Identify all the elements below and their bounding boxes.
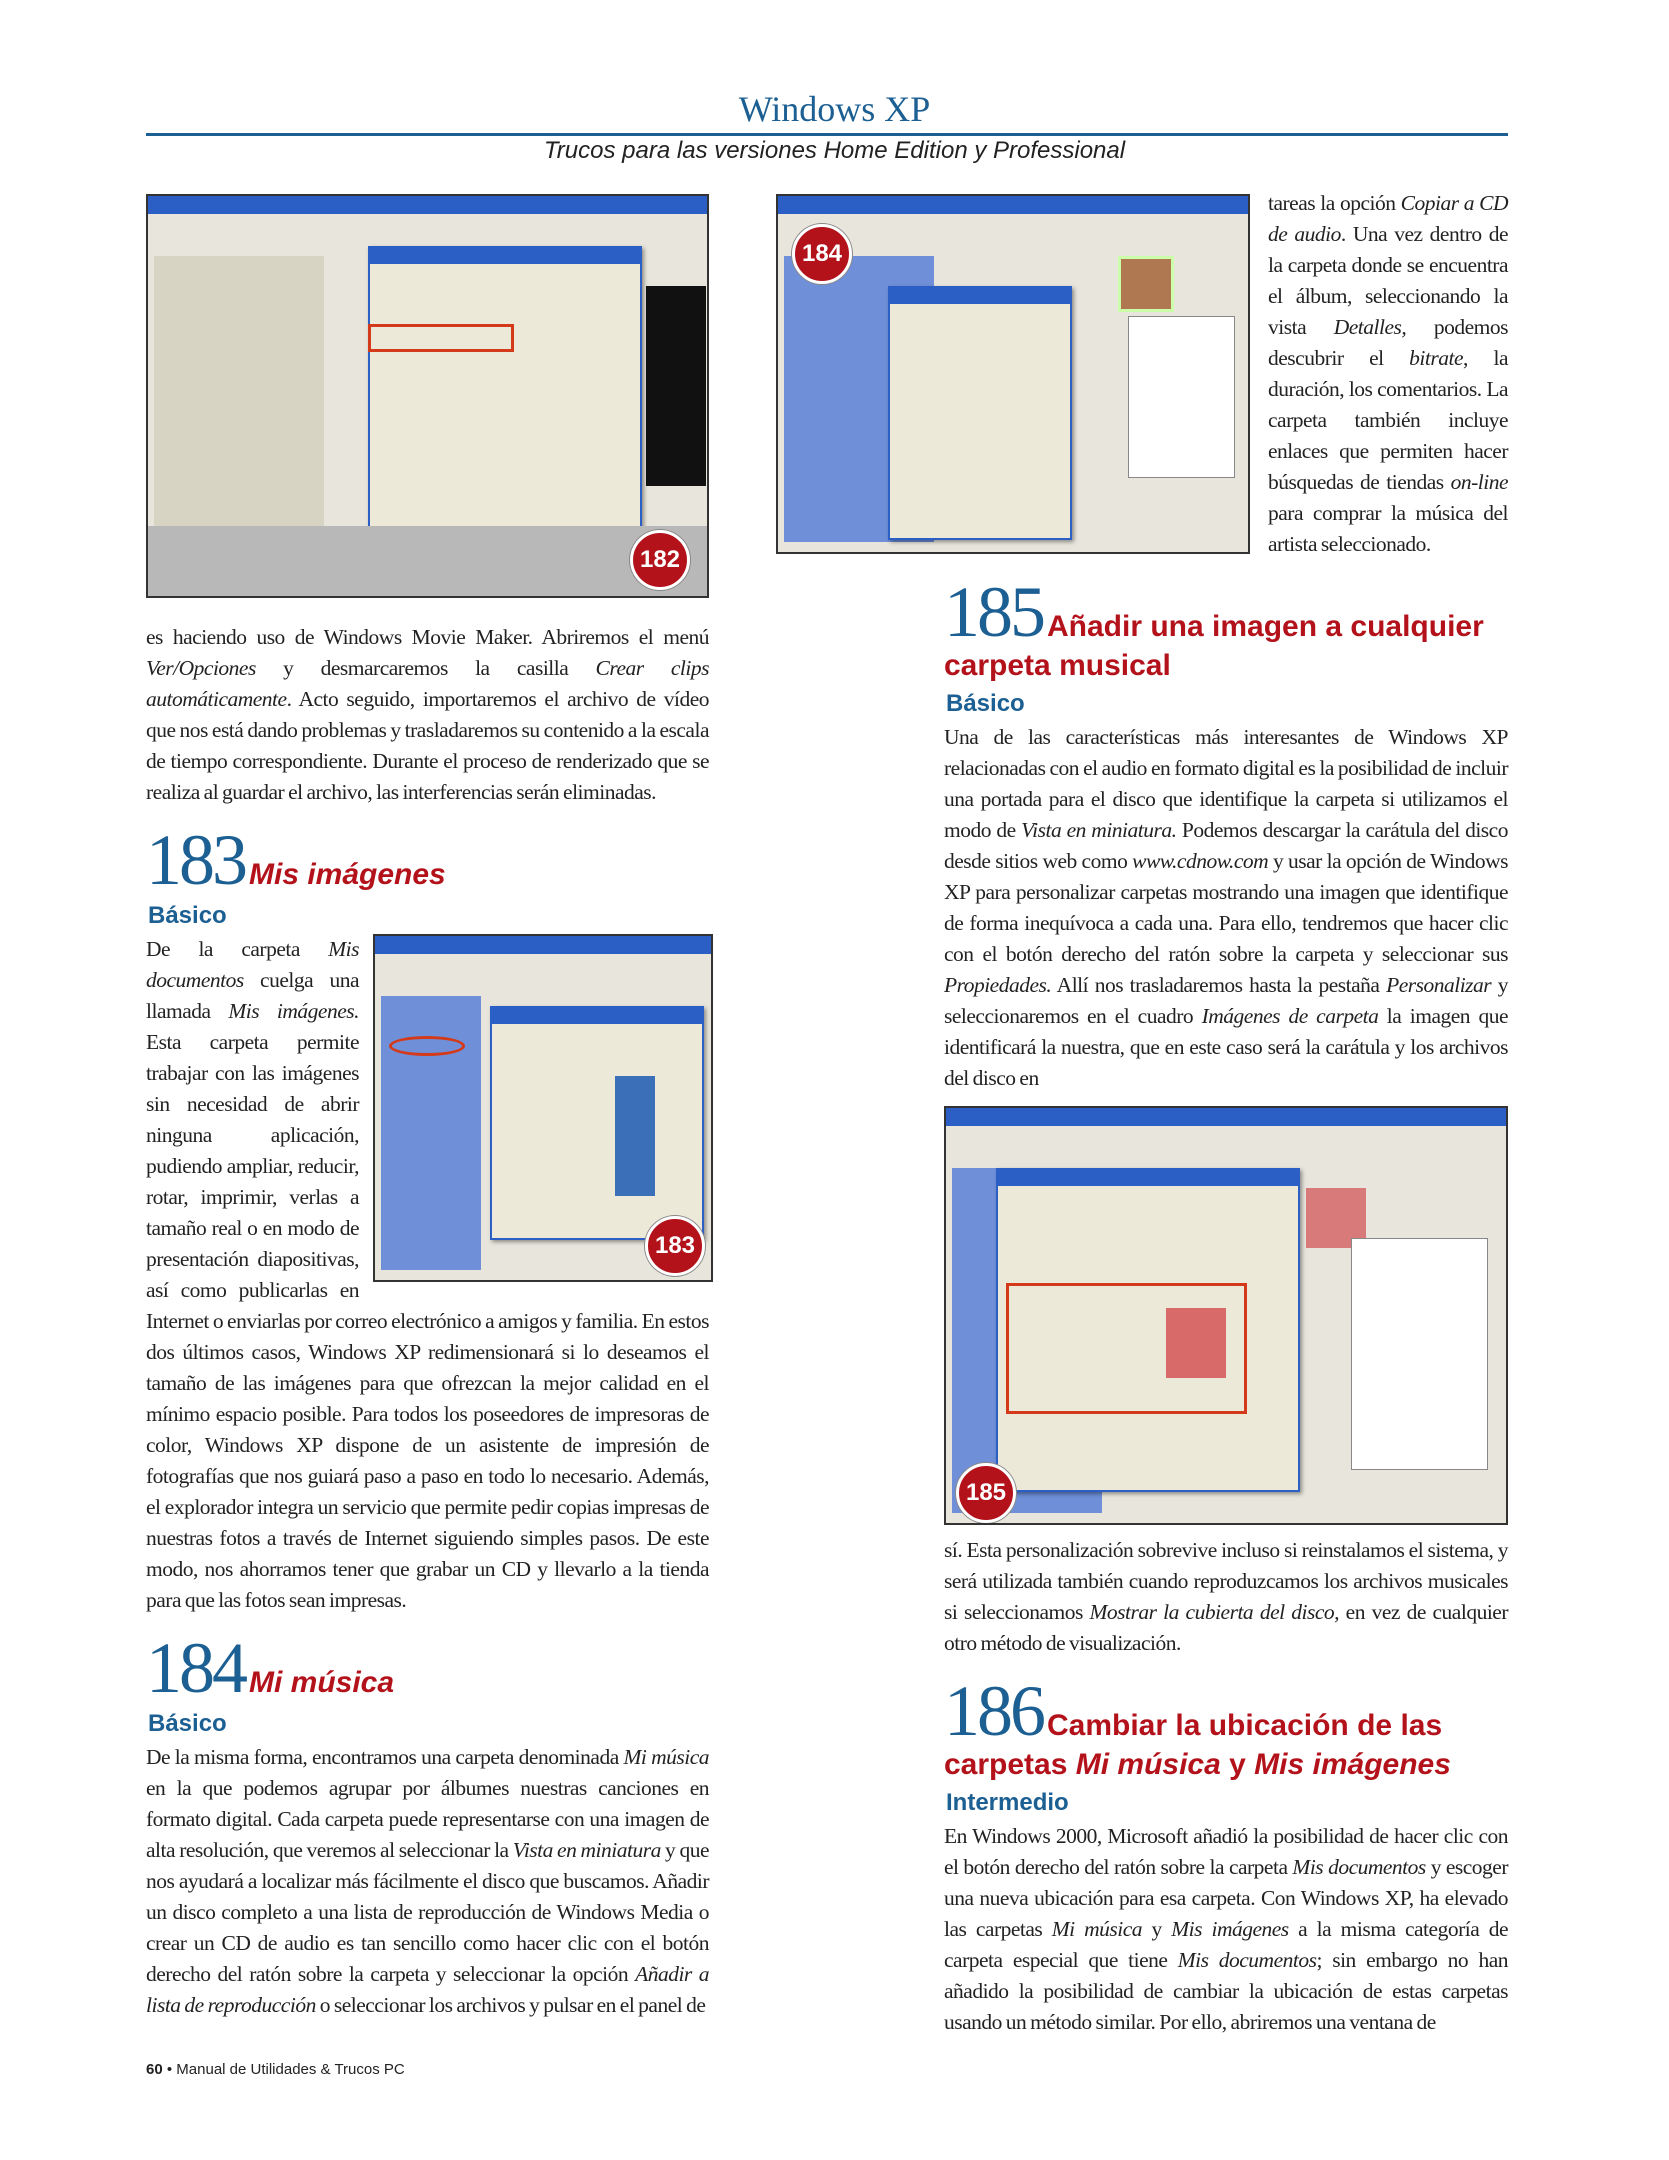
text-run: De la carpeta xyxy=(146,937,329,961)
text-run: y escoger una nueva ubicación para esa carpeta. Con Windows XP, ha elevado las carpetas xyxy=(944,1855,1509,1941)
text-run: , la duración, los comentarios. La carpeta también incluye enlaces que permiten hacer búsquedas de tiendas xyxy=(1268,346,1508,494)
page-number: 60 xyxy=(146,2061,163,2078)
section-185-after xyxy=(944,1535,1508,1659)
text-run: De la misma forma, encontramos una carpeta denominada xyxy=(146,1745,624,1769)
tip-number: 184 xyxy=(146,1628,245,1708)
tip-title-part: Cambiar la ubicación de las carpetas xyxy=(944,1709,1443,1781)
figure-badge: 183 xyxy=(645,1216,705,1276)
tip-title-italic: Mi música xyxy=(1075,1748,1221,1781)
italic-text: Mi música xyxy=(623,1745,709,1769)
level-label: Básico xyxy=(946,690,1025,717)
figure-badge: 185 xyxy=(956,1463,1016,1523)
text-run: la imagen que identificará la nuestra, que en este caso será la carátula y los archivos del disco en xyxy=(944,1004,1509,1090)
section-184-heading xyxy=(146,1628,709,1708)
text-run: es haciendo uso de Windows Movie Maker. Abriremos el menú xyxy=(146,625,709,649)
text-run: En Windows 2000, Microsoft añadió la posibilidad de hacer clic con el botón derecho del ratón sobre la carpeta xyxy=(944,1824,1508,1879)
italic-text: Mis documentos xyxy=(1177,1948,1317,1972)
text-run: y xyxy=(1142,1917,1172,1941)
section-184-body xyxy=(146,1742,709,2021)
italic-text: Añadir a lista de reproducción xyxy=(146,1962,709,2017)
text-run: . Una vez dentro de la carpeta donde se encuentra el álbum, seleccionando la vista xyxy=(1268,222,1508,339)
italic-text: Propiedades. xyxy=(944,973,1052,997)
text-run: podemos descubrir el xyxy=(1268,315,1508,370)
right-column xyxy=(776,191,1509,2038)
italic-text: Mostrar la cubierta del disco, xyxy=(1089,1600,1339,1624)
publication-name: Manual de Utilidades & Trucos PC xyxy=(176,2061,405,2078)
text-run: Allí nos trasladaremos hasta la pestaña xyxy=(1051,973,1387,997)
running-subtitle: Trucos para las versiones Home Edition y Professional xyxy=(543,137,1126,164)
figure-badge: 182 xyxy=(630,530,690,590)
section-183-heading xyxy=(146,820,709,900)
italic-text: Mis documentos xyxy=(146,937,359,992)
screenshot-183 xyxy=(373,934,713,1282)
tip-number: 186 xyxy=(944,1671,1043,1751)
section-186-heading xyxy=(944,1671,1508,1783)
section-185-body xyxy=(944,722,1508,1094)
italic-text: Ver/Opciones xyxy=(146,656,256,680)
left-column xyxy=(146,194,709,2078)
text-run: para comprar la música del artista seleccionado. xyxy=(1268,501,1508,556)
screenshot-182 xyxy=(146,194,709,598)
text-run: sí. Esta personalización sobrevive incluso si reinstalamos el sistema, y será utilizada también cuando reproduzcamos los archivos musicales si seleccionamos xyxy=(944,1538,1508,1624)
text-run: tareas la opción xyxy=(1268,191,1401,215)
tip-title: Mi música xyxy=(249,1666,395,1699)
italic-text: on-line xyxy=(1450,470,1508,494)
text-run: Esta carpeta permite trabajar con las imágenes sin necesidad de abrir ninguna aplicación, pudiendo ampliar, reducir, rotar, imprimir, verlas a tamaño real o en modo de presentación diapositivas, así como publicarlas en Internet o enviarlas por correo electrónico a amigos y familia. En estos dos últimos casos, Windows XP redimensionará si lo deseamos el tamaño de las imágenes para que ofrezcan la mejor calidad en el mínimo espacio posible. Para todos los poseedores de impresoras de color, Windows XP dispone de un asistente de impresión de fotografías que nos guiará paso a paso en todo lo necesario. Además, el explorador integra un servicio que permite pedir copias impresas de nuestras fotos a través de Internet siguiendo simples pasos. De este modo, nos ahorramos tener que grabar un CD y llevarlo a la tienda para que las fotos sean impresas. xyxy=(146,1030,709,1612)
tip-title-part: y xyxy=(1220,1748,1255,1781)
italic-text: Crear clips automáticamente xyxy=(146,656,709,711)
section-186-body xyxy=(944,1821,1508,2038)
tip-title: Añadir una imagen a cualquier carpeta musical xyxy=(944,610,1484,682)
text-run: cuelga una llamada xyxy=(146,968,359,1023)
text-run: a la misma categoría de carpeta especial que tiene xyxy=(944,1917,1509,1972)
italic-text: Imágenes de carpeta xyxy=(1201,1004,1379,1028)
figure-badge: 184 xyxy=(792,224,852,284)
tip-title-italic: Mis imágenes xyxy=(1254,1748,1451,1781)
tip-number: 183 xyxy=(146,820,245,900)
section-184-continued xyxy=(1268,188,1508,560)
level-label: Básico xyxy=(148,902,227,929)
level-label: Intermedio xyxy=(946,1789,1069,1816)
italic-text: Vista en miniatura xyxy=(512,1838,661,1862)
italic-text: Personalizar xyxy=(1386,973,1492,997)
footer-bullet: • xyxy=(166,2061,173,2078)
screenshot-185 xyxy=(944,1106,1508,1525)
text-run: Podemos descargar la carátula del disco desde sitios web como xyxy=(944,818,1508,873)
italic-text: Mi música xyxy=(1051,1917,1143,1941)
header-rule xyxy=(146,133,1508,136)
page-footer xyxy=(146,2061,709,2078)
text-run: o seleccionar los archivos y pulsar en el panel de xyxy=(315,1993,706,2017)
text-run: Una de las características más interesantes de Windows XP relacionadas con el audio en formato digital es la posibilidad de incluir una portada para el disco que identifique la carpeta si utilizamos el modo de xyxy=(944,725,1508,842)
italic-text: bitrate xyxy=(1409,346,1464,370)
text-run: y que nos ayudará a localizar más fácilmente el disco que buscamos. Añadir un disco completo a una lista de reproducción de Windows Media o crear un CD de audio es tan sencillo como hacer clic con el botón derecho del ratón sobre la carpeta y seleccionar la opción xyxy=(146,1838,709,1986)
text-run: . Acto seguido, importaremos el archivo de vídeo que nos está dando problemas y trasladaremos su contenido a la escala de tiempo correspondiente. Durante el proceso de renderizado que se realiza al guardar el archivo, las interferencias serán eliminadas. xyxy=(146,687,709,804)
text-run: y usar la opción de Windows XP para personalizar carpetas mostrando una imagen que identifique de forma inequívoca a cada una. Para ello, tendremos que hacer clic con el botón derecho del ratón sobre la carpeta y seleccionar sus xyxy=(944,849,1508,966)
italic-text: Mis imágenes xyxy=(1171,1917,1289,1941)
level-label: Básico xyxy=(148,1710,227,1737)
tip-number: 185 xyxy=(944,572,1043,652)
section-183-body-wrap xyxy=(146,934,709,1616)
section-185-heading xyxy=(944,572,1508,684)
italic-text: www.cdnow.com xyxy=(1132,849,1269,873)
text-run: en la que podemos agrupar por álbumes nuestras canciones en formato digital. Cada carpeta puede representarse con una imagen de alta resolución, que veremos al seleccionar la xyxy=(146,1776,709,1862)
screenshot-184 xyxy=(776,194,1250,554)
running-title: Windows XP xyxy=(738,89,931,129)
figure-184-row xyxy=(776,191,1508,560)
text-run: y desmarcaremos la casilla xyxy=(255,656,596,680)
text-run: en vez de cualquier otro método de visualización. xyxy=(944,1600,1508,1655)
italic-text: Mis documentos xyxy=(1292,1855,1426,1879)
tip-title: Mis imágenes xyxy=(249,858,446,891)
italic-text: Copiar a CD de audio xyxy=(1268,191,1508,246)
italic-text: Vista en miniatura. xyxy=(1021,818,1177,842)
italic-text: Mis imágenes. xyxy=(228,999,359,1023)
intro-paragraph xyxy=(146,622,709,808)
text-run: ; sin embargo no han añadido la posibilidad de cambiar la ubicación de estas carpetas usando un método similar. Por ello, abriremos una ventana de xyxy=(944,1948,1508,2034)
text-run: y seleccionaremos en el cuadro xyxy=(944,973,1509,1028)
right-main xyxy=(944,572,1509,2038)
italic-text: Detalles, xyxy=(1333,315,1407,339)
